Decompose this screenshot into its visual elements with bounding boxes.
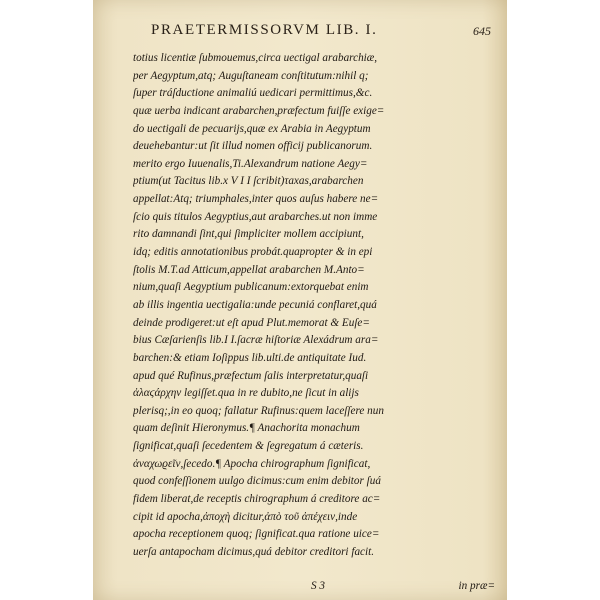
text-line: merito ergo Iuuenalis,Ti.Alexandrum natione Aegy= <box>133 157 368 170</box>
text-line: ptium(ut Tacitus lib.x V I I ſcribit)τaxas,arabarchen <box>133 175 364 188</box>
body-text <box>133 50 501 562</box>
text-line: ſcio quis titulos Aegyptius,aut arabarches.ut non imme <box>133 210 378 223</box>
text-line: deinde prodigeret:ut eſt apud Plut.memorat & Euſe= <box>133 316 370 329</box>
text-line: totius licentiæ ſubmouemus,circa uectigal arabarchiæ, <box>133 52 378 64</box>
text-line: per Aegyptum,atq; Auguſtaneam conſtitutum:nihil q; <box>133 69 369 82</box>
text-line: nium,quaſi Aegyptium publicanum:extorquebat enim <box>133 281 369 294</box>
text-line: deuehebantur:ut ſit illud nomen officij publicanorum. <box>133 140 373 153</box>
text-line: ſtolis M.T.ad Atticum,appellat arabarchen M.Anto= <box>133 263 365 276</box>
page-number: 645 <box>473 24 491 38</box>
text-line: plerisq;,in eo quoq; fallatur Rufinus:quem laceſſere nun <box>133 404 384 417</box>
text-line: apocha receptionem quoq; ſignificat.qua ratione uice= <box>133 528 380 541</box>
text-line: ἁλαϛάρχην legiſſet.qua in re dubito,ne ſicut in alijs <box>133 387 359 400</box>
running-head: PRAETERMISSORVM LIB. I. <box>151 22 378 38</box>
text-line: quod confeſſionem uulgo dicimus:cum enim debitor ſuá <box>133 475 381 488</box>
book-page <box>93 0 507 600</box>
text-line: fidem liberat,de receptis chirographum á creditore ac= <box>133 493 381 506</box>
text-line: idq; editis annotationibus probát.quapropter & in epi <box>133 246 373 259</box>
text-line: ſignificat,quaſi ſecedentem & ſegregatum á cæteris. <box>133 440 364 453</box>
signature-mark: S 3 <box>311 580 325 592</box>
text-line: quam deſinit Hieronymus.¶ Anachorita monachum <box>133 422 360 435</box>
footer-line <box>133 580 501 597</box>
text-line: do uectigali de pecuarijs,quæ ex Arabia in Aegyptum <box>133 122 371 135</box>
text-line: barchen:& etiam Ioſippus lib.ulti.de antiquitate Iud. <box>133 351 367 364</box>
text-line: rito damnandi ſint,qui ſimpliciter mollem accipiunt, <box>133 228 364 241</box>
text-line: ab illis ingentia uectigalia:unde pecuniá conflaret,quá <box>133 298 377 311</box>
text-line: apud qué Rufinus,præfectum ſalis interpretatur,quaſi <box>133 369 369 382</box>
text-line: cipit id apocha,ἀποχὴ dicitur,ἀπὸ τοῦ ἀπέχειν,inde <box>133 510 358 523</box>
text-line: ſuper tráſductione animaliú uedicari permittimus,&c. <box>133 87 373 100</box>
text-line: ἀναχωϱεῖν,ſecedo.¶ Apocha chirographum ſignificat, <box>133 457 371 470</box>
text-line: appellat:Atq; triumphales,inter quos auſus habere ne= <box>133 193 379 206</box>
text-line: uerſa antapocham dicimus,quá debitor creditori facit. <box>133 545 375 558</box>
catchword: in præ= <box>458 580 495 592</box>
text-line: bius Cæſarienſis lib.I I.ſacræ hiſtoriæ Alexádrum ara= <box>133 334 379 347</box>
page-header <box>133 22 491 42</box>
text-line: quæ uerba indicant arabarchen,præfectum fuiſſe exige= <box>133 104 385 117</box>
